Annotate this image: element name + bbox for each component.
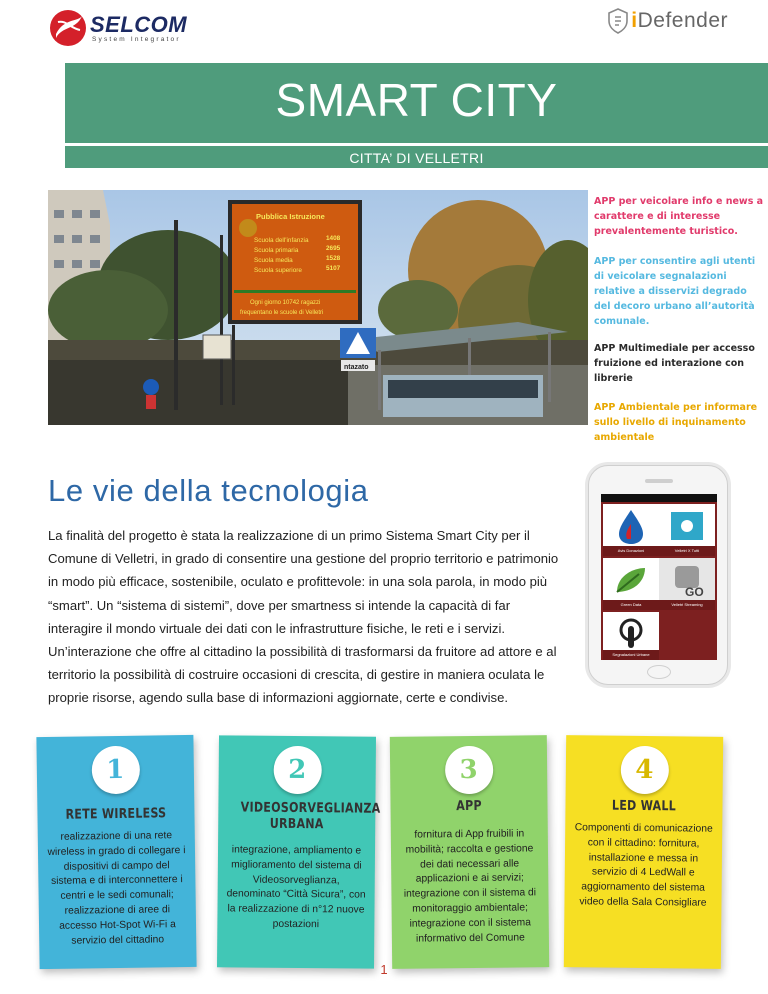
card-ledwall (564, 735, 723, 969)
idefender-wordmark: iDefender (631, 9, 728, 32)
app-note-tourism: APP per veicolare info e news a carattere e di interesse prevalentemente turistico. (594, 196, 764, 237)
phone-screen (601, 494, 717, 660)
card-title: APP (456, 797, 482, 815)
app-note-reports: APP per consentire agli utenti di veicolare segnalazioni relative a disservizi degrado del decoro urbano all’autorità comunale. (594, 256, 756, 327)
touch-icon (603, 612, 659, 654)
app-tile-label: Green Data (603, 600, 659, 610)
ledwall-photo (48, 190, 588, 425)
title-banner (65, 63, 768, 143)
app-tile-streaming[interactable] (659, 558, 715, 600)
app-note-multimedia: APP Multimediale per accesso fruizione ed interazione con librerie (594, 343, 755, 384)
app-tile-segnalazioni[interactable] (603, 612, 659, 654)
ledwall-row-value: 5107 (326, 265, 341, 272)
card-title: LED WALL (611, 797, 677, 815)
ledwall-footer: frequentano le scuole di Velletri (240, 310, 324, 316)
ledwall-title: Pubblica Istruzione (256, 212, 325, 221)
shield-icon (607, 8, 629, 34)
ledwall-row-label: Scuola media (254, 257, 293, 264)
selcom-tagline: System Integrator (92, 36, 181, 43)
intro-paragraph: La finalità del progetto è stata la realizzazione di un primo Sistema Smart City per il Comune di Velletri, in grado di consentire una gestione del proprio territorio e patrimonio in modo più efficace, sostenibile, oculato e profittevole: in una sola parola, in modo più “smart”. Un “sistema di sistemi”, dove per smartness si intende la capacità di far interagire il mondo virtuale dei dati con le infrastrutture fisiche, le reti e i servizi. Un’interazione che offre al cittadino la possibilità di trasformarsi da fruitore ad attore e al territorio la possibilità di costruire occasioni di crescita, di gestire in maniera oculata le proprie risorse, agendo sulla base di informazioni aggiornate, certe e condivise. (48, 528, 559, 706)
selcom-logo (48, 6, 188, 50)
card-body: realizzazione di una rete wireless in grado di collegare i dispositivi di campo del sistema e di interconnettere i centri e le sedi comunali; realizzazione di aree di accesso Hot-Spot Wi-Fi a servizio del cittadino (47, 830, 186, 947)
ledwall-footer: Ogni giorno 10742 ragazzi (250, 300, 321, 306)
ledwall-row-value: 1528 (326, 255, 341, 262)
play-icon (659, 558, 715, 600)
app-tile-velletri[interactable] (659, 504, 715, 546)
bus-stop-sign: ntazato (344, 364, 369, 371)
card-number: 3 (444, 746, 493, 795)
card-title: RETE WIRELESS (65, 805, 167, 823)
phone-statusbar (601, 494, 717, 502)
card-number: 1 (91, 746, 140, 795)
page-title: SMART CITY (275, 74, 558, 126)
section-heading: Le vie della tecnologia (48, 473, 369, 508)
page-number: 1 (380, 962, 388, 977)
app-tile-avis[interactable] (603, 504, 659, 546)
card-body: integrazione, ampliamento e miglioramento del sistema di Videosorveglianza, denominato “Città Sicura”, con la realizzazione di n°12 nuove postazioni (226, 844, 366, 931)
phone-mockup (588, 465, 728, 685)
app-tile-label: Velletri X Tutti (659, 546, 715, 556)
ledwall-row-label: Scuola dell'infanzia (254, 237, 309, 244)
card-app (390, 735, 549, 969)
app-note-environment: APP Ambientale per informare sullo livello di inquinamento ambientale (594, 402, 758, 443)
card-number: 2 (273, 746, 321, 794)
go-label: GO (685, 585, 704, 599)
map-icon (659, 504, 715, 546)
app-tile-label: Avis Donazioni (603, 546, 659, 556)
card-body: Componenti di comunicazione con il cittadino: fornitura, installazione e messa in servizio di 4 LedWall e aggiornamento del sistema video della Sala Consigliare (574, 822, 713, 909)
card-wireless (36, 735, 196, 969)
selcom-name: SELCOM (90, 12, 188, 37)
app-tile-green[interactable] (603, 558, 659, 600)
ledwall-row-value: 1408 (326, 235, 341, 242)
ledwall-row-label: Scuola primaria (254, 247, 299, 254)
card-title: VIDEOSORVEGLIANZA URBANA (240, 799, 381, 833)
ledwall-row-label: Scuola superiore (254, 267, 302, 274)
app-tile-label: Segnalazioni Urbane (603, 650, 659, 660)
card-body: fornitura di App fruibili in mobilità; raccolta e gestione dei dati necessari alle applicazioni e ai servizi; integrazione con il sistema di monitoraggio ambientale; integrazione con il sistema informativo del Comune (403, 828, 537, 945)
selcom-swoosh-icon (48, 8, 88, 48)
leaf-icon (603, 558, 659, 600)
card-number: 4 (620, 746, 669, 795)
ledwall-row-value: 2695 (326, 245, 341, 252)
blood-drop-icon (603, 504, 659, 546)
idefender-logo (607, 8, 728, 34)
app-tile-label: Velletri Streaming (659, 600, 715, 610)
page-subtitle: CITTA’ DI VELLETRI (65, 146, 768, 168)
card-videosorveglianza (217, 735, 381, 968)
phone-home-button (647, 665, 671, 679)
phone-speaker (645, 479, 673, 483)
